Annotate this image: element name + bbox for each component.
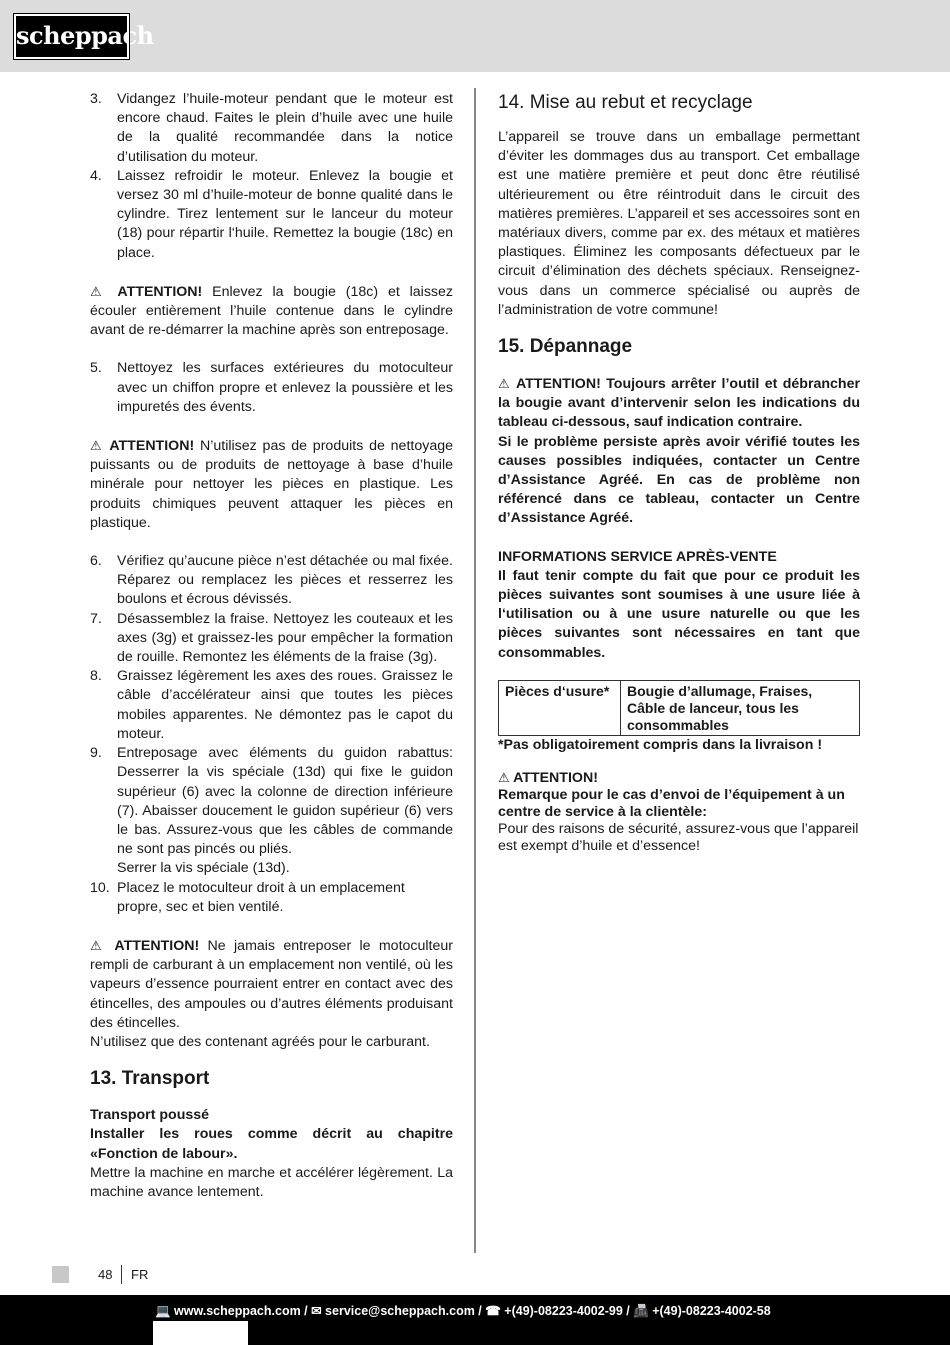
- service-text: Il faut tenir compte du fait que pour ce produit les pièces suivantes sont soumises à une usure liée à l‘utilisation ou à une usure naturelle ou que les pièces suivantes sont nécessaires en tant que consommables.: [498, 567, 860, 661]
- table-footnote: *Pas obligatoirement compris dans la livraison !: [498, 736, 823, 753]
- footer-contact: 💻 www.scheppach.com / ✉ service@scheppach.com / ☎ +(49)-08223-4002-99 / 📠 +(49)-08223-4002-58: [155, 1304, 771, 1318]
- service-heading: INFORMATIONS SERVICE APRÈS-VENTE: [498, 548, 777, 565]
- header-bar: [0, 0, 950, 72]
- warning-icon: ⚠: [498, 769, 510, 785]
- list-item: 9. Entreposage avec éléments du guidon rabattus: Desserrer la vis spéciale (13d) qui fixe le guidon supérieur (6) avec la colonne de direction inférieure (7). Abaisser doucement le guidon supérieur (6) vers le bas. Assurez-vous que les câbles de commande ne sont pas pincés ou pliés. Serrer la vis spéciale (13d).: [90, 745, 453, 877]
- section-heading-troubleshooting: 15. Dépannage: [498, 336, 633, 358]
- transport-instruction: Installer les roues comme décrit au chapitre «Fonction de labour».: [90, 1126, 453, 1162]
- transport-subheading: Transport poussé: [90, 1107, 210, 1124]
- left-column: [90, 90, 453, 1202]
- list-item: 8. Graissez légèrement les axes des roues. Graissez le câble d’accélérateur ainsi que toutes les pièces mobiles apparentes. Ne démontez pas le capot du moteur.: [90, 668, 453, 742]
- remark-heading: Remarque pour le cas d’envoi de l’équipement à un centre de service à la clientèle:: [498, 786, 845, 820]
- warning-icon: ⚠: [90, 283, 108, 299]
- warning-icon: ⚠: [90, 438, 104, 454]
- remark-text: Pour des raisons de sécurité, assurez-vous que l’appareil est exempt d’huile et d’essence!: [498, 820, 859, 854]
- page-number: 48: [98, 1267, 113, 1282]
- footer-block: [153, 1321, 248, 1345]
- list-item: 5. Nettoyez les surfaces extérieures du motoculteur avec un chiffon propre et enlevez la poussière et les impuretés des évents.: [90, 360, 453, 415]
- page-language: FR: [131, 1267, 149, 1282]
- section-heading-transport: 13. Transport: [90, 1068, 210, 1090]
- page-separator: [121, 1265, 122, 1284]
- page-marker: [52, 1266, 69, 1283]
- table-cell-value: Bougie d’allumage, Fraises, Câble de lanceur, tous les consommables: [621, 680, 860, 735]
- transport-text: Mettre la machine en marche et accélérer légèrement. La machine avance lentement.: [90, 1164, 453, 1200]
- warning-paragraph: ⚠ ATTENTION! Enlevez la bougie (18c) et laissez écouler entièrement l’huile contenue dans le cylindre avant de re-démarrer la machine après son entreposage.: [90, 283, 453, 339]
- warning-paragraph: ⚠ ATTENTION! N’utilisez pas de produits de nettoyage puissants ou de produits de nettoyage à base d’huile minérale pour nettoyer les pièces en plastique. Les produits chimiques peuvent attaquer les pièces en plastique.: [90, 438, 453, 531]
- warning-icon: ⚠: [498, 376, 512, 392]
- column-divider: [474, 88, 476, 1253]
- troubleshooting-note: Si le problème persiste après avoir vérifié toutes les causes possibles indiquées, contacter un Centre d’Assistance Agréé. En cas de problème non référencé dans ce tableau, contacter un Centre d’Assistance Agréé.: [498, 433, 860, 527]
- table-cell-label: Pièces d‘usure*: [499, 680, 621, 735]
- warning-icon: ⚠: [90, 937, 107, 953]
- table-row: [499, 680, 860, 735]
- wear-parts-table: [498, 680, 860, 736]
- warning-paragraph: ⚠ ATTENTION! Ne jamais entreposer le motoculteur rempli de carburant à un emplacement non ventilé, où les vapeurs d’essence pourraient entrer en contact avec des étincelles, des ampoules ou d’autres éléments produisant des étincelles. N’utilisez que des contenant agréés pour le carburant.: [90, 937, 453, 1050]
- right-column: [498, 90, 860, 855]
- section-heading-disposal: 14. Mise au rebut et recyclage: [498, 92, 753, 113]
- disposal-paragraph: L’appareil se trouve dans un emballage permettant d’éviter les dommages dus au transport. Cet emballage est une matière première et peut donc être réutilisé ultérieurement ou être réintroduit dans le circuit des matières premières. L’appareil et ses accessoires sont en matériaux divers, comme par ex. des métaux et matières plastiques. Éliminez les composants défectueux par le circuit d’élimination des déchets spéciaux. Renseignez-vous dans un commerce spécialisé ou auprès de l’administration de votre commune!: [498, 129, 860, 318]
- list-item: 4. Laissez refroidir le moteur. Enlevez la bougie et versez 30 ml d’huile-moteur de bonne qualité dans le cylindre. Tirez lentement sur le lanceur du moteur (18) pour répartir l‘huile. Remettez la bougie (18c) en place.: [90, 167, 453, 261]
- brand-logo: scheppach: [14, 14, 129, 59]
- list-item: 10. Placez le motoculteur droit à un emplacement propre, sec et bien ventilé.: [90, 879, 405, 915]
- list-item: 7. Désassemblez la fraise. Nettoyez les couteaux et les axes (3g) et graissez-les pour empêcher la formation de rouille. Remontez les éléments de la fraise (3g).: [90, 610, 453, 666]
- troubleshooting-warning: ⚠ ATTENTION! Toujours arrêter l’outil et débrancher la bougie avant d’intervenir selon les indications du tableau ci-dessous, sauf indication contraire.: [498, 376, 860, 431]
- footer-bar: [0, 1295, 950, 1345]
- attention-heading: ⚠ ATTENTION!: [498, 769, 598, 786]
- list-item: 6. Vérifiez qu’aucune pièce n’est détachée ou mal fixée. Réparez ou remplacez les pièces et resserrez les boulons et écrous dévissés.: [90, 553, 453, 608]
- list-item: 3. Vidangez l’huile-moteur pendant que le moteur est encore chaud. Faites le plein d’huile avec une huile de la qualité recommandée dans la notice d’utilisation du moteur.: [90, 91, 453, 165]
